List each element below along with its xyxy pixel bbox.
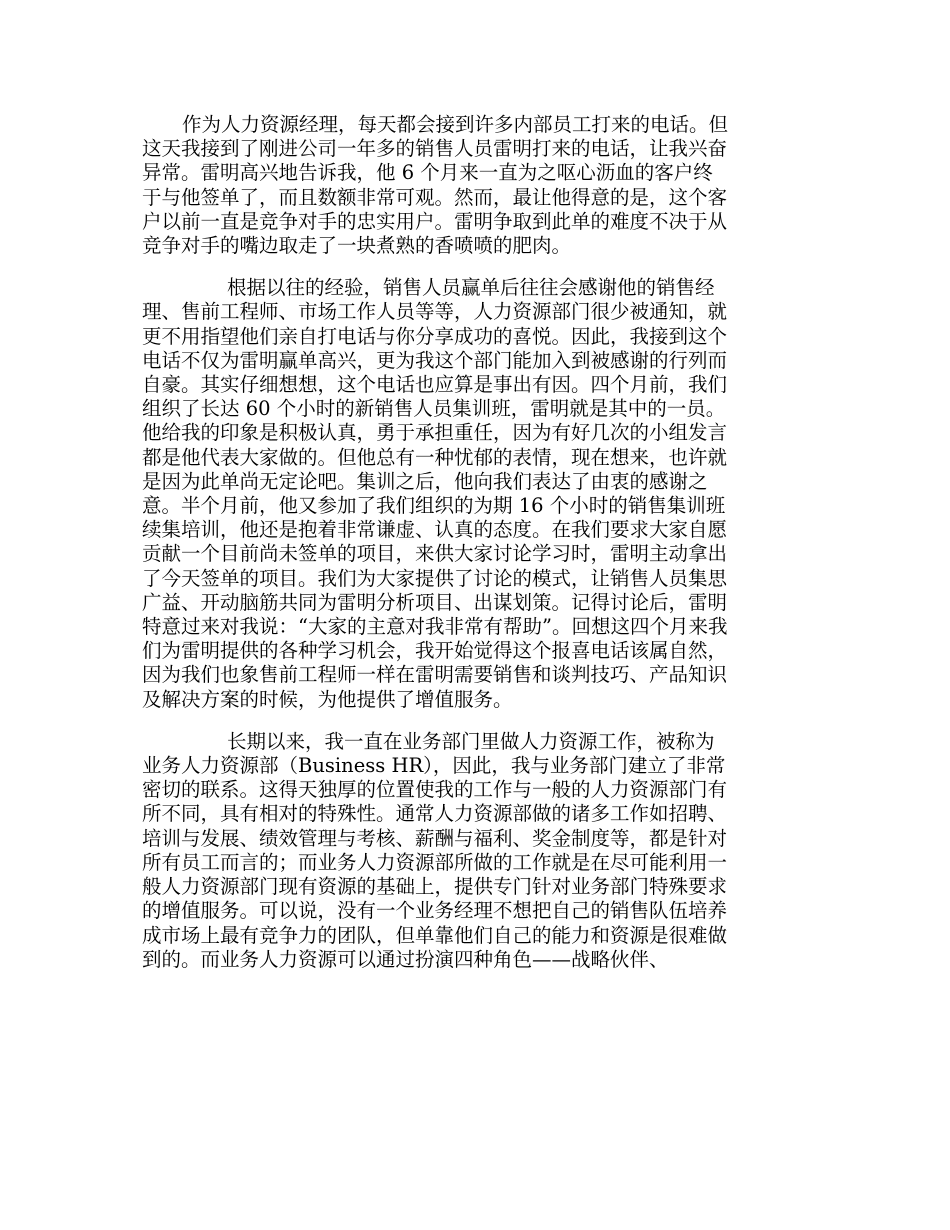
paragraph-1: 作为人力资源经理，每天都会接到许多内部员工打来的电话。但这天我接到了刚进公司一年多的销售人员雷明打来的电话，让我兴奋异常。雷明高兴地告诉我，他 6 个月来一直为之呕心沥血的客户终于与他签单了，而且数额非常可观。然而，最让他得意的是，这个客户以前一直是竞争对手的忠实用户。雷明争取到此单的难度不决于从竞争对手的嘴边取走了一块煮熟的香喷喷的肥肉。 <box>142 113 729 258</box>
document-body <box>142 113 732 990</box>
paragraph-3: 长期以来，我一直在业务部门里做人力资源工作，被称为业务人力资源部（Business HR），因此，我与业务部门建立了非常密切的联系。这得天独厚的位置使我的工作与一般的人力资源部门有所不同，具有相对的特殊性。通常人力资源部做的诸多工作如招聘、培训与发展、绩效管理与考核、薪酬与福利、奖金制度等，都是针对所有员工而言的；而业务人力资源部所做的工作就是在尽可能利用一般人力资源部门现有资源的基础上，提供专门针对业务部门特殊要求的增值服务。可以说，没有一个业务经理不想把自己的销售队伍培养成市场上最有竞争力的团队，但单靠他们自己的能力和资源是很难做到的。而业务人力资源可以通过扮演四种角色——战略伙伴、 <box>142 729 728 971</box>
paragraph-2: 根据以往的经验，销售人员赢单后往往会感谢他的销售经理、售前工程师、市场工作人员等等，人力资源部门很少被通知，就更不用指望他们亲自打电话与你分享成功的喜悦。因此，我接到这个电话不仅为雷明赢单高兴，更为我这个部门能加入到被感谢的行列而自豪。其实仔细想想，这个电话也应算是事出有因。四个月前，我们组织了长达 60 个小时的新销售人员集训班，雷明就是其中的一员。他给我的印象是积极认真，勇于承担重任，因为有好几次的小组发言都是他代表大家做的。但他总有一种忧郁的表情，现在想来，也许就是因为此单尚无定论吧。集训之后，他向我们表达了由衷的感谢之意。半个月前，他又参加了我们组织的为期 16 个小时的销售集训班续集培训，他还是抱着非常谦虚、认真的态度。在我们要求大家自愿贡献一个目前尚未签单的项目，来供大家讨论学习时，雷明主动拿出了今天签单的项目。我们为大家提供了讨论的模式，让销售人员集思广益、开动脑筋共同为雷明分析项目、出谋划策。记得讨论后，雷明特意过来对我说：“大家的主意对我非常有帮助”。回想这四个月来我们为雷明提供的各种学习机会，我开始觉得这个报喜电话该属自然，因为我们也象售前工程师一样在雷明需要销售和谈判技巧、产品知识及解决方案的时候，为他提供了增值服务。 <box>142 276 728 711</box>
